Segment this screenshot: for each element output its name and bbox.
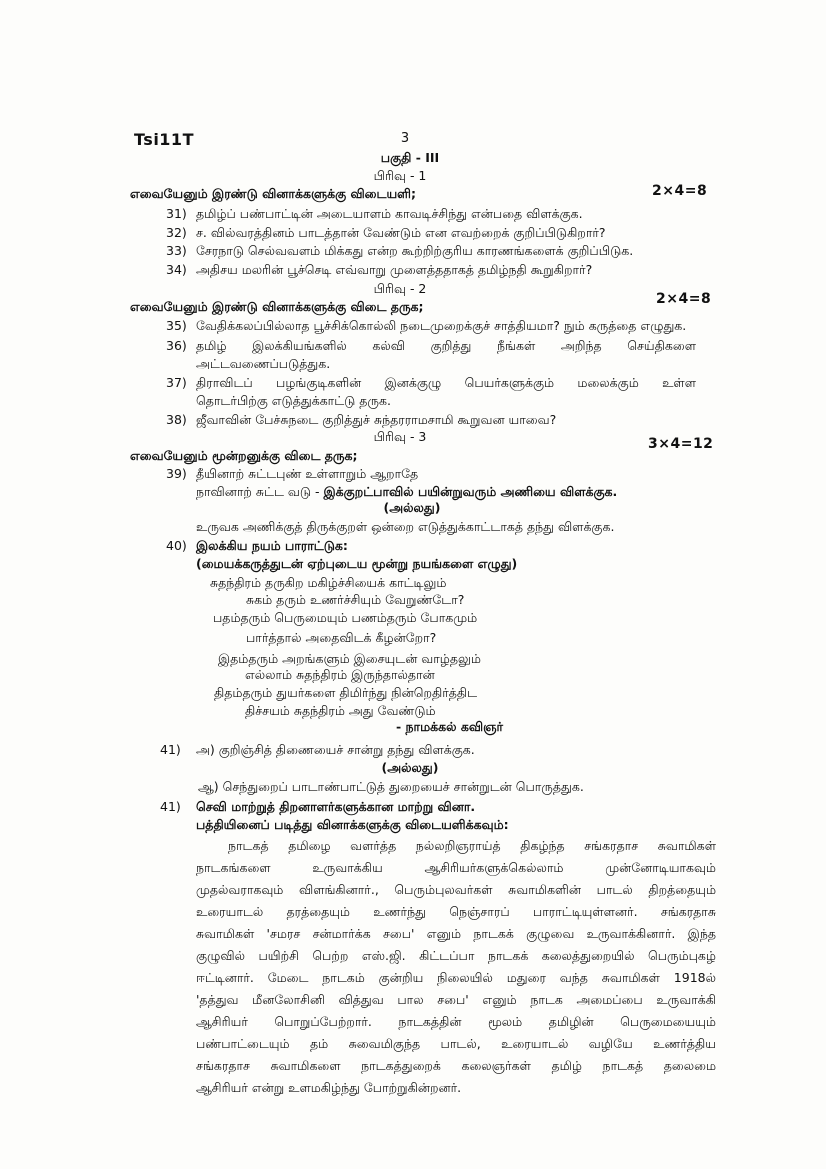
question-text: ஜீவாவின் பேச்சுநடை குறித்துச் சுந்தரராமசாமி கூறுவன யாவை? bbox=[196, 412, 557, 427]
section-3-instruction: எவையேனும் மூன்றனுக்கு விடை தருக; bbox=[130, 448, 358, 463]
question-text: வேதிக்கலப்பில்லாத பூச்சிக்கொல்லி நடைமுறைக்குச் சாத்தியமா? நும் கருத்தை எழுதுக. bbox=[196, 318, 687, 333]
question-number: 38) bbox=[166, 412, 187, 427]
question-number: 33) bbox=[166, 243, 187, 258]
poem-line: திச்சயம் சுதந்திரம் அது வேண்டும் bbox=[245, 703, 436, 718]
question-text: திராவிடப் பழங்குடிகளின் இனக்குழு பெயர்களுக்கும் மலைக்கும் உள்ள bbox=[196, 375, 696, 390]
paragraph-line: சுவாமிகள் 'சமரச சன்மார்க்க சபை' எனும் நாடகக் குழுவை உருவாக்கினார். இந்த bbox=[196, 926, 716, 941]
paragraph-line: குழுவில் பயிற்சி பெற்ற எஸ்.ஜி. கிட்டப்பா நாடகக் கலைத்துறையில் பெரும்புகழ் bbox=[196, 948, 716, 963]
paragraph-line: 'தத்துவ மீனலோசினி வித்துவ பால சபை' எனும் நாடக அமைப்பை உருவாக்கி bbox=[196, 992, 716, 1007]
poem-line: பார்த்தால் அதைவிடக் கீழன்றோ? bbox=[246, 630, 437, 645]
question-title: செவி மாற்றுத் திறனாளர்களுக்கான மாற்று வினா. bbox=[196, 799, 476, 814]
section-2-marks: 2×4=8 bbox=[656, 291, 712, 307]
paper-code: Tsi11T bbox=[134, 130, 194, 149]
poem-line: எல்லாம் சுதந்திரம் இருந்தால்தான் bbox=[245, 667, 435, 682]
question-text-cont: அட்டவணைப்படுத்துக. bbox=[196, 356, 331, 371]
question-subtitle: (மையக்கருத்துடன் ஏற்புடைய மூன்று நயங்களை எழுது) bbox=[196, 556, 518, 571]
poem-line: சுதந்திரம் தருகிற மகிழ்ச்சியைக் காட்டிலும் bbox=[210, 575, 447, 590]
paragraph-line: நாடகத் தமிழை வளர்த்த நல்லறிஞராய்த் திகழ்ந்த சங்கரதாச சுவாமிகள் bbox=[228, 838, 716, 853]
section-2-title: பிரிவு - 2 bbox=[373, 281, 427, 296]
paragraph-line: ஆசிரியர் பொறுப்பேற்றார். நாடகத்தின் மூலம் தமிழின் பெருமையையும் bbox=[196, 1014, 716, 1029]
question-number: 37) bbox=[166, 375, 187, 390]
question-number: 40) bbox=[166, 538, 187, 553]
section-3-marks: 3×4=12 bbox=[648, 436, 714, 452]
kural-question: இக்குறட்பாவில் பயின்றுவரும் அணியை விளக்குக. bbox=[323, 484, 618, 499]
paragraph-line: முதல்வராகவும் விளங்கினார்., பெரும்புலவர்கள் சுவாமிகளின் பாடல் திறத்தையும் bbox=[196, 882, 716, 897]
section-1-title: பிரிவு - 1 bbox=[373, 168, 427, 183]
or-divider: (அல்லது) bbox=[381, 760, 439, 775]
part-heading: பகுதி - III bbox=[380, 150, 440, 165]
paragraph-line: சங்கரதாச சுவாமிகளை நாடகத்துறைக் கலைஞர்கள் தமிழ் நாடகத் தலைமை bbox=[196, 1058, 716, 1073]
question-number: 34) bbox=[166, 262, 187, 277]
poem-line: பதம்தரும் பெருமையும் பணம்தரும் போகமும் bbox=[213, 610, 478, 625]
page-number: 3 bbox=[400, 131, 410, 146]
question-text-cont: தொடர்பிற்கு எடுத்துக்காட்டு தருக. bbox=[196, 393, 391, 408]
poem-author: - நாமக்கல் கவிஞர் bbox=[396, 719, 504, 734]
question-text: அ) குறிஞ்சித் திணையைச் சான்று தந்து விளக்குக. bbox=[196, 742, 475, 757]
paragraph-line: பண்பாட்டையும் தம் சுவைமிகுந்த பாடல், உரையாடல் வழியே உணர்த்திய bbox=[196, 1036, 716, 1051]
question-text: அதிசய மலரின் பூச்செடி எவ்வாறு முளைத்ததாகத் தமிழ்நதி கூறுகிறார்? bbox=[196, 262, 593, 277]
question-alt-text: உருவக அணிக்குத் திருக்குறள் ஒன்றை எடுத்துக்காட்டாகத் தந்து விளக்குக. bbox=[196, 519, 615, 534]
question-alt-text: ஆ) செந்துறைப் பாடாண்பாட்டுத் துறையைச் சான்றுடன் பொருத்துக. bbox=[198, 779, 584, 794]
question-text: தமிழ்ப் பண்பாட்டின் அடையாளம் காவடிச்சிந்து என்பதை விளக்குக. bbox=[196, 206, 583, 221]
question-number: 36) bbox=[166, 338, 187, 353]
kural-line-1: தீயினாற் சுட்டபுண் உள்ளாறும் ஆறாதே bbox=[196, 466, 419, 481]
poem-line: திதம்தரும் துயர்களை திமிர்ந்து நின்றெதிர்த்திட bbox=[214, 685, 478, 700]
poem-line: இதம்தரும் அறங்களும் இசையுடன் வாழ்தலும் bbox=[218, 651, 481, 666]
paragraph-line: ஆசிரியர் என்று உளமகிழ்ந்து போற்றுகின்றனர். bbox=[196, 1080, 462, 1095]
paragraph-line: உரையாடல் தரத்தையும் உணர்ந்து நெஞ்சாரப் பாராட்டியுள்ளனர். சங்கரதாசு bbox=[196, 904, 716, 919]
question-text: ச. வில்வரத்தினம் பாடத்தான் வேண்டும் என எவற்றைக் குறிப்பிடுகிறார்? bbox=[196, 225, 606, 240]
paragraph-line: ஈட்டினார். மேடை நாடகம் குன்றிய நிலையில் மதுரை வந்த சுவாமிகள் 1918ல் bbox=[196, 970, 716, 985]
question-title: இலக்கிய நயம் பாராட்டுக: bbox=[196, 538, 348, 553]
question-number: 41) bbox=[160, 742, 181, 757]
question-number: 35) bbox=[166, 318, 187, 333]
question-text: தமிழ் இலக்கியங்களில் கல்வி குறித்து நீங்கள் அறிந்த செய்திகளை bbox=[196, 338, 696, 353]
question-text: சேரநாடு செல்வவளம் மிக்கது என்ற கூற்றிற்குரிய காரணங்களைக் குறிப்பிடுக. bbox=[196, 243, 634, 258]
question-number: 31) bbox=[166, 206, 187, 221]
section-1-instruction: எவையேனும் இரண்டு வினாக்களுக்கு விடையளி; bbox=[130, 186, 416, 201]
question-subtitle: பத்தியினைப் படித்து வினாக்களுக்கு விடையளிக்கவும்: bbox=[196, 817, 509, 832]
section-2-instruction: எவையேனும் இரண்டு வினாக்களுக்கு விடை தருக; bbox=[130, 299, 424, 314]
question-number: 41) bbox=[160, 799, 181, 814]
kural-line-2 bbox=[196, 484, 617, 500]
section-3-title: பிரிவு - 3 bbox=[373, 429, 427, 444]
question-number: 32) bbox=[166, 225, 187, 240]
section-1-marks: 2×4=8 bbox=[652, 183, 708, 199]
kural-line-2-text: நாவினாற் சுட்ட வடு - bbox=[196, 484, 324, 499]
poem-line: சுகம் தரும் உணர்ச்சியும் வேறுண்டோ? bbox=[246, 592, 465, 607]
or-divider: (அல்லது) bbox=[383, 500, 441, 515]
paragraph-line: நாடகங்களை உருவாக்கிய ஆசிரியர்களுக்கெல்லாம் முன்னோடியாகவும் bbox=[196, 860, 716, 875]
question-number: 39) bbox=[166, 466, 187, 481]
